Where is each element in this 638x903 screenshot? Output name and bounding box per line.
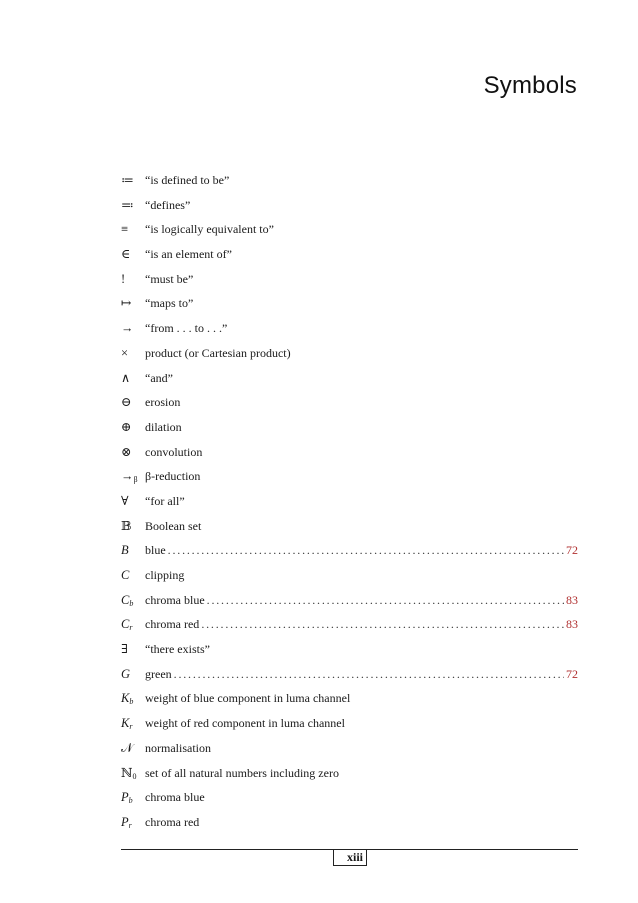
symbol-row <box>121 168 578 193</box>
symbol-entry <box>145 366 578 391</box>
symbol-main: ⊗ <box>121 444 132 459</box>
symbol-row <box>121 538 578 563</box>
symbol-description: β-reduction <box>145 469 201 484</box>
symbol-description: chroma red <box>145 617 200 632</box>
symbol-glyph <box>121 316 145 341</box>
symbol-entry <box>145 662 578 687</box>
symbol-description: “defines” <box>145 197 191 212</box>
symbol-entry <box>145 761 578 786</box>
symbol-row <box>121 267 578 292</box>
symbol-entry <box>145 563 578 588</box>
symbol-description: “is an element of” <box>145 247 232 262</box>
symbol-entry <box>145 785 578 810</box>
symbol-row <box>121 489 578 514</box>
symbol-subscript: b <box>129 598 134 608</box>
symbol-description: normalisation <box>145 740 211 755</box>
symbol-glyph <box>121 736 145 761</box>
page-number: xiii <box>333 849 367 866</box>
symbol-main: ≕ <box>121 197 134 212</box>
symbol-main: 𝔹 <box>121 518 132 533</box>
symbol-main: ∃ <box>121 642 128 657</box>
symbol-row <box>121 514 578 539</box>
symbol-subscript: b <box>129 697 134 707</box>
symbol-main: ∧ <box>121 370 131 385</box>
symbol-glyph <box>121 464 145 489</box>
symbol-entry <box>145 711 578 736</box>
dot-leader <box>168 538 564 563</box>
symbol-row <box>121 711 578 736</box>
symbol-main: ⊖ <box>121 395 132 410</box>
symbol-row <box>121 341 578 366</box>
symbol-entry <box>145 267 578 292</box>
symbol-description: “maps to” <box>145 296 194 311</box>
symbol-description: chroma blue <box>145 790 205 805</box>
symbol-subscript: β <box>133 475 138 485</box>
symbol-glyph <box>121 217 145 242</box>
symbol-list <box>121 168 578 835</box>
symbol-description: product (or Cartesian product) <box>145 345 291 360</box>
symbol-entry <box>145 612 578 637</box>
symbol-main: P <box>121 790 129 805</box>
symbol-entry <box>145 464 578 489</box>
symbol-glyph <box>121 242 145 267</box>
symbol-description: weight of blue component in luma channel <box>145 691 351 706</box>
symbol-main: ≔ <box>121 173 134 187</box>
symbol-main: ↦ <box>121 296 132 311</box>
symbol-entry <box>145 217 578 242</box>
symbol-description: “from . . . to . . .” <box>145 321 228 336</box>
symbol-row <box>121 686 578 711</box>
symbol-row <box>121 291 578 316</box>
symbol-glyph <box>121 810 145 835</box>
symbol-entry <box>145 637 578 662</box>
page-reference-link[interactable]: 83 <box>566 617 578 632</box>
symbol-row <box>121 193 578 218</box>
symbol-main: 𝒩 <box>121 740 133 755</box>
symbol-row <box>121 316 578 341</box>
symbol-row <box>121 390 578 415</box>
symbol-entry <box>145 193 578 218</box>
symbol-description: dilation <box>145 419 182 434</box>
symbol-glyph <box>121 761 145 786</box>
symbol-subscript: 0 <box>132 771 137 781</box>
dot-leader <box>207 588 564 613</box>
symbol-main: → <box>121 469 134 484</box>
symbol-glyph <box>121 514 145 539</box>
symbol-glyph <box>121 168 145 193</box>
symbol-row <box>121 736 578 761</box>
symbol-entry <box>145 588 578 613</box>
symbol-entry <box>145 291 578 316</box>
symbol-main: ≡ <box>121 222 129 237</box>
symbol-subscript: b <box>128 796 133 806</box>
page-reference-link[interactable]: 72 <box>566 543 578 558</box>
dot-leader <box>174 662 564 687</box>
dot-leader <box>201 612 564 637</box>
symbol-glyph <box>121 588 145 613</box>
symbol-main: K <box>121 691 130 706</box>
symbol-row <box>121 761 578 786</box>
page-title: Symbols <box>483 72 577 99</box>
symbol-description: blue <box>145 543 166 558</box>
symbol-description: “and” <box>145 370 173 385</box>
symbol-glyph <box>121 563 145 588</box>
symbol-entry <box>145 341 578 366</box>
symbol-glyph <box>121 390 145 415</box>
symbol-description: “there exists” <box>145 642 210 657</box>
symbol-row <box>121 563 578 588</box>
page-reference-link[interactable]: 83 <box>566 592 578 607</box>
symbol-description: “must be” <box>145 271 194 286</box>
symbol-glyph <box>121 440 145 465</box>
symbol-entry <box>145 514 578 539</box>
symbol-entry <box>145 736 578 761</box>
symbol-description: green <box>145 666 172 681</box>
symbol-subscript: r <box>129 722 133 732</box>
symbol-glyph <box>121 291 145 316</box>
symbol-entry <box>145 440 578 465</box>
symbol-subscript: r <box>128 820 132 830</box>
symbol-entry <box>145 415 578 440</box>
symbol-glyph <box>121 538 145 563</box>
symbol-main: ∀ <box>121 493 129 508</box>
symbol-main: → <box>121 321 134 336</box>
symbol-row <box>121 464 578 489</box>
symbol-main: P <box>121 814 129 829</box>
symbol-row <box>121 242 578 267</box>
symbol-row <box>121 662 578 687</box>
symbol-entry <box>145 316 578 341</box>
symbol-main: ⊕ <box>121 419 132 434</box>
symbol-entry <box>145 242 578 267</box>
symbol-main: B <box>121 543 129 558</box>
symbol-glyph <box>121 267 145 292</box>
symbol-glyph <box>121 489 145 514</box>
symbol-entry <box>145 390 578 415</box>
symbol-row <box>121 440 578 465</box>
symbol-description: chroma red <box>145 814 200 829</box>
symbol-glyph <box>121 686 145 711</box>
symbol-entry <box>145 686 578 711</box>
symbol-row <box>121 612 578 637</box>
symbol-main: K <box>121 716 130 731</box>
symbol-description: erosion <box>145 395 181 410</box>
symbol-description: Boolean set <box>145 518 202 533</box>
symbol-glyph <box>121 193 145 218</box>
symbol-row <box>121 588 578 613</box>
symbol-glyph <box>121 341 145 366</box>
symbol-glyph <box>121 662 145 687</box>
symbol-entry <box>145 538 578 563</box>
symbol-row <box>121 637 578 662</box>
symbol-main: C <box>121 568 130 582</box>
symbol-description: chroma blue <box>145 592 205 607</box>
symbol-row <box>121 415 578 440</box>
page-reference-link[interactable]: 72 <box>566 666 578 681</box>
symbol-row <box>121 785 578 810</box>
symbol-subscript: r <box>129 623 133 633</box>
symbol-glyph <box>121 366 145 391</box>
symbol-glyph <box>121 415 145 440</box>
symbol-main: × <box>121 345 129 360</box>
symbol-row <box>121 810 578 835</box>
symbol-description: “is logically equivalent to” <box>145 222 274 237</box>
symbol-main: C <box>121 592 130 607</box>
symbol-row <box>121 366 578 391</box>
symbol-description: weight of red component in luma channel <box>145 716 345 731</box>
symbol-description: convolution <box>145 444 203 459</box>
symbol-main: ∈ <box>121 247 131 262</box>
symbol-glyph <box>121 785 145 810</box>
symbol-entry <box>145 810 578 835</box>
symbol-entry <box>145 489 578 514</box>
symbol-description: “is defined to be” <box>145 173 230 187</box>
symbol-description: “for all” <box>145 493 185 508</box>
symbol-description: clipping <box>145 568 185 582</box>
symbol-main: ! <box>121 271 126 286</box>
symbol-glyph <box>121 612 145 637</box>
symbol-glyph <box>121 711 145 736</box>
symbol-row <box>121 217 578 242</box>
symbol-main: G <box>121 666 131 681</box>
symbol-entry <box>145 168 578 193</box>
symbol-main: ℕ <box>121 765 133 780</box>
symbol-glyph <box>121 637 145 662</box>
symbol-main: C <box>121 617 130 632</box>
symbol-description: set of all natural numbers including zero <box>145 765 339 780</box>
